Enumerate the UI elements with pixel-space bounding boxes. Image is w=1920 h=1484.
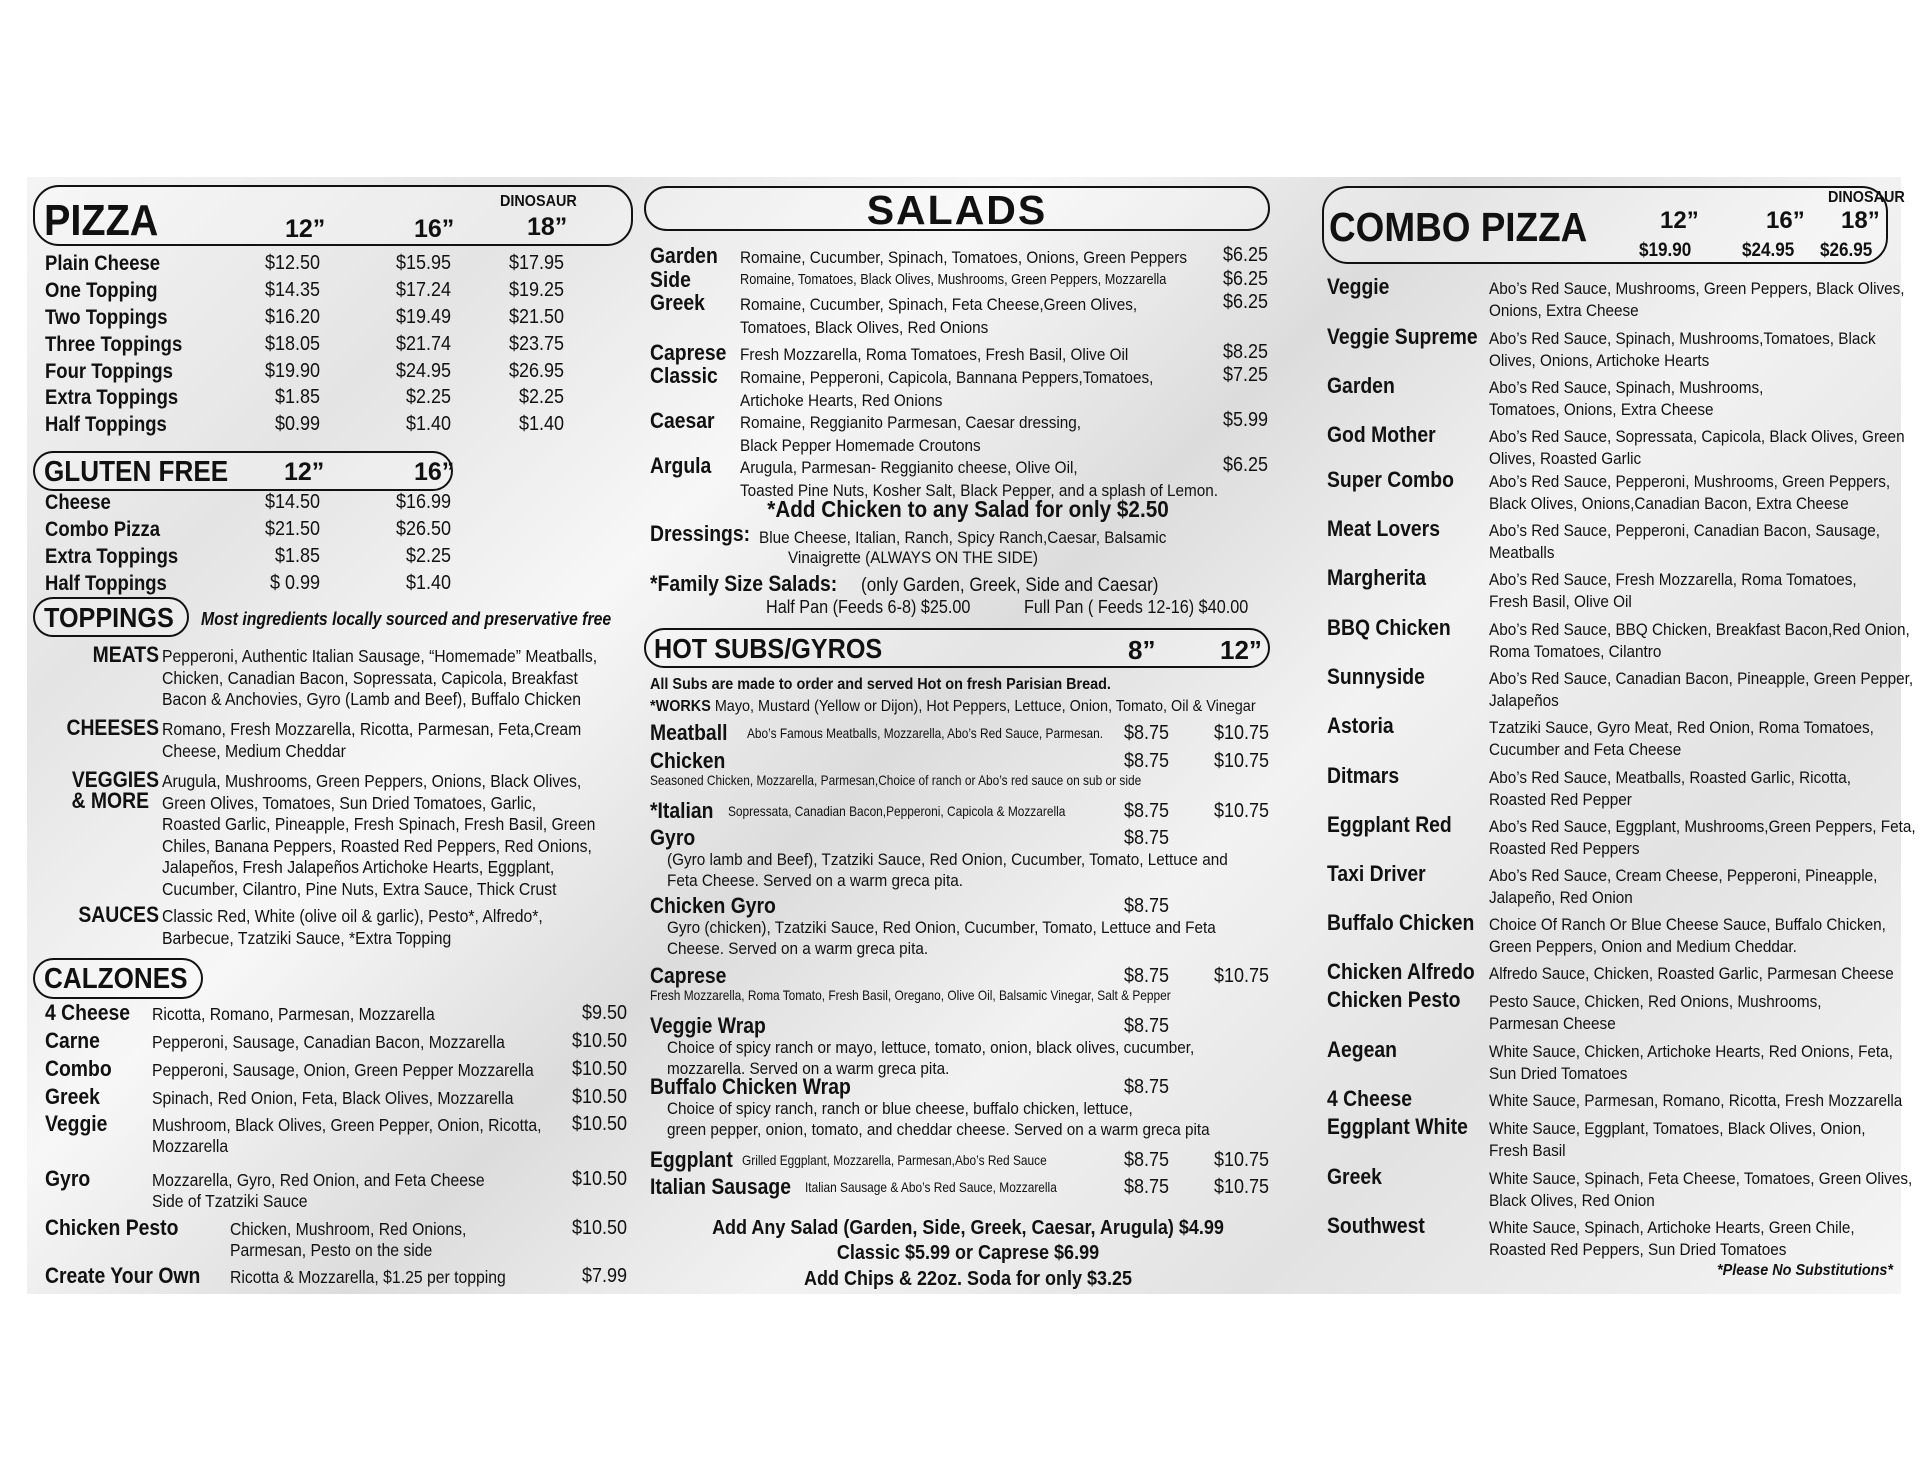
sub-price-8: $8.75 xyxy=(1123,722,1169,744)
family-size-note: (only Garden, Greek, Side and Caesar) xyxy=(861,575,1159,596)
sub-price-8: $8.75 xyxy=(1123,965,1169,987)
calzone-price: $10.50 xyxy=(571,1113,627,1135)
calzone-name: Gyro xyxy=(45,1166,91,1191)
combo-name: Taxi Driver xyxy=(1327,861,1426,886)
combo-desc: Black Olives, Onions,Canadian Bacon, Extra Cheese xyxy=(1489,494,1849,513)
combo-desc: Abo’s Red Sauce, Mushrooms, Green Peppers, Black Olives, xyxy=(1489,279,1905,298)
salad-desc: Artichoke Hearts, Red Onions xyxy=(740,391,943,410)
sub-price-8: $8.75 xyxy=(1123,1176,1169,1198)
toppings-group-line: Pepperoni, Authentic Italian Sausage, “Homemade” Meatballs, xyxy=(162,646,598,666)
calzone-name: Carne xyxy=(45,1028,100,1053)
salad-desc: Arugula, Parmesan- Reggianito cheese, Olive Oil, xyxy=(740,458,1078,477)
pizza-row-price-16: $2.25 xyxy=(405,386,451,408)
pizza-row-name: Plain Cheese xyxy=(45,252,161,275)
combo-dinosaur-label: DINOSAUR xyxy=(1828,189,1905,206)
sub-desc: mozzarella. Served on a warm greca pita. xyxy=(667,1059,950,1078)
gluten-free-row-price-12: $14.50 xyxy=(264,491,320,513)
combo-name: Ditmars xyxy=(1327,763,1400,788)
combo-name: Sunnyside xyxy=(1327,664,1425,689)
sub-desc: green pepper, onion, tomato, and cheddar cheese. Served on a warm greca pita xyxy=(667,1120,1210,1139)
toppings-group-line: Jalapeños, Fresh Jalapeños Artichoke Hearts, Eggplant, xyxy=(162,857,555,877)
salad-name: Argula xyxy=(650,453,712,478)
subs-footer-line-3: Add Chips & 22oz. Soda for only $3.25 xyxy=(803,1268,1133,1290)
pizza-row-price-18: $1.40 xyxy=(518,413,564,435)
combo-name: Veggie Supreme xyxy=(1327,324,1478,349)
toppings-group-line: Chicken, Canadian Bacon, Sopressata, Capicola, Breakfast xyxy=(162,667,578,688)
combo-desc: Black Olives, Red Onion xyxy=(1489,1191,1655,1210)
combo-desc: Jalapeño, Red Onion xyxy=(1489,888,1633,907)
right-column xyxy=(1298,177,1916,1294)
calzone-name: Chicken Pesto xyxy=(45,1215,179,1240)
sub-desc: Gyro (chicken), Tzatziki Sauce, Red Onion, Cucumber, Tomato, Lettuce and Feta xyxy=(667,918,1216,937)
gluten-free-row-price-16: $2.25 xyxy=(405,545,451,567)
combo-title: COMBO PIZZA xyxy=(1329,204,1588,250)
subs-footer-line-1: Add Any Salad (Garden, Side, Greek, Caesar, Arugula) $4.99 xyxy=(712,1217,1224,1239)
combo-desc: Olives, Onions, Artichoke Hearts xyxy=(1489,351,1710,370)
toppings-group-label: CHEESES xyxy=(66,715,159,740)
salad-desc: Tomatoes, Black Olives, Red Onions xyxy=(740,318,989,337)
combo-desc: Abo’s Red Sauce, Spinach, Mushrooms,Tomatoes, Black xyxy=(1489,329,1876,348)
combo-name: Buffalo Chicken xyxy=(1327,910,1475,935)
combo-desc: Cucumber and Feta Cheese xyxy=(1489,740,1682,759)
sub-price-8: $8.75 xyxy=(1123,1076,1169,1098)
sub-desc: (Gyro lamb and Beef), Tzatziki Sauce, Red Onion, Cucumber, Tomato, Lettuce and xyxy=(667,850,1228,869)
combo-desc: Tomatoes, Onions, Extra Cheese xyxy=(1489,400,1714,419)
salad-chicken-note: *Add Chicken to any Salad for only $2.50 xyxy=(767,496,1169,522)
combo-desc: Roasted Red Peppers, Sun Dried Tomatoes xyxy=(1489,1240,1787,1259)
sub-price-12: $10.75 xyxy=(1213,800,1269,822)
salads-title: SALADS xyxy=(866,187,1048,233)
calzone-desc: Pepperoni, Sausage, Canadian Bacon, Mozzarella xyxy=(152,1032,505,1052)
combo-desc: Onions, Extra Cheese xyxy=(1489,301,1639,320)
toppings-group-line: Cheese, Medium Cheddar xyxy=(162,740,346,761)
salad-price: $8.25 xyxy=(1222,341,1268,363)
combo-desc: Olives, Roasted Garlic xyxy=(1489,449,1642,468)
combo-size-18: 18” xyxy=(1841,207,1880,234)
sub-desc: Cheese. Served on a warm greca pita. xyxy=(667,939,929,958)
pizza-row-price-12: $0.99 xyxy=(274,413,320,435)
pizza-size-12: 12” xyxy=(285,215,326,243)
sub-name: Chicken xyxy=(650,748,726,773)
sub-price-8: $8.75 xyxy=(1123,895,1169,917)
sub-name: Eggplant xyxy=(650,1147,733,1172)
sub-name: Meatball xyxy=(650,720,728,745)
combo-desc: Fresh Basil, Olive Oil xyxy=(1489,592,1632,611)
salad-desc: Romaine, Tomatoes, Black Olives, Mushrooms, Green Peppers, Mozzarella xyxy=(740,271,1167,288)
subs-works-text: Mayo, Mustard (Yellow or Dijon), Hot Peppers, Lettuce, Onion, Tomato, Oil & Vinegar xyxy=(714,698,1256,715)
combo-name: Garden xyxy=(1327,373,1395,398)
sub-price-8: $8.75 xyxy=(1123,800,1169,822)
calzone-price: $10.50 xyxy=(571,1086,627,1108)
sub-desc: Choice of spicy ranch or mayo, lettuce, tomato, onion, black olives, cucumber, xyxy=(667,1038,1195,1057)
pizza-row-price-18: $2.25 xyxy=(518,386,564,408)
sub-price-8: $8.75 xyxy=(1123,750,1169,772)
sub-price-12: $10.75 xyxy=(1213,722,1269,744)
pizza-row-name: Extra Toppings xyxy=(45,386,179,409)
calzone-desc: Spinach, Red Onion, Feta, Black Olives, Mozzarella xyxy=(152,1088,514,1108)
combo-footnote: *Please No Substitutions* xyxy=(1717,1262,1894,1279)
gluten-free-row-price-12: $1.85 xyxy=(274,545,320,567)
pizza-row-name: Two Toppings xyxy=(45,306,168,329)
calzone-desc: Pepperoni, Sausage, Onion, Green Pepper Mozzarella xyxy=(152,1060,534,1080)
toppings-group-line: Roasted Garlic, Pineapple, Fresh Spinach, Fresh Basil, Green xyxy=(162,814,596,834)
combo-name: Margherita xyxy=(1327,565,1426,590)
combo-desc: Meatballs xyxy=(1489,543,1555,562)
pizza-row-name: Half Toppings xyxy=(45,413,167,436)
combo-name: Southwest xyxy=(1327,1213,1425,1238)
salad-desc: Black Pepper Homemade Croutons xyxy=(740,436,981,455)
calzone-price: $10.50 xyxy=(571,1168,627,1190)
combo-desc: Abo’s Red Sauce, Spinach, Mushrooms, xyxy=(1489,378,1764,397)
subs-title: HOT SUBS/GYROS xyxy=(654,633,883,664)
combo-price-12: $19.90 xyxy=(1639,240,1692,261)
pizza-row-price-18: $17.95 xyxy=(508,252,564,274)
combo-name: Veggie xyxy=(1327,274,1390,299)
sub-name: Buffalo Chicken Wrap xyxy=(650,1074,851,1099)
sub-price-8: $8.75 xyxy=(1123,1015,1169,1037)
salad-price: $6.25 xyxy=(1222,268,1268,290)
sub-price-8: $8.75 xyxy=(1123,1149,1169,1171)
dressings-label: Dressings: xyxy=(650,521,751,546)
gluten-free-size-12: 12” xyxy=(284,458,325,486)
pizza-row-price-12: $12.50 xyxy=(264,252,320,274)
combo-name: 4 Cheese xyxy=(1327,1086,1413,1111)
pizza-row-price-18: $19.25 xyxy=(508,279,564,301)
sub-name: Caprese xyxy=(650,963,727,988)
gluten-free-row-price-16: $26.50 xyxy=(395,518,451,540)
subs-footer-line-2: Classic $5.99 or Caprese $6.99 xyxy=(836,1242,1100,1264)
sub-desc: Fresh Mozzarella, Roma Tomato, Fresh Basil, Oregano, Olive Oil, Balsamic Vinegar, Salt & Pepper xyxy=(650,987,1171,1003)
gluten-free-row-price-12: $21.50 xyxy=(264,518,320,540)
calzone-name: Combo xyxy=(45,1056,112,1081)
salad-desc: Romaine, Cucumber, Spinach, Feta Cheese,Green Olives, xyxy=(740,295,1138,314)
sub-name: Veggie Wrap xyxy=(650,1013,766,1038)
combo-desc: White Sauce, Eggplant, Tomatoes, Black Olives, Onion, xyxy=(1489,1119,1866,1138)
salad-price: $6.25 xyxy=(1222,454,1268,476)
combo-desc: Abo’s Red Sauce, BBQ Chicken, Breakfast Bacon,Red Onion, xyxy=(1489,620,1910,639)
gluten-free-row-name: Combo Pizza xyxy=(45,518,161,541)
pizza-row-price-18: $21.50 xyxy=(508,306,564,328)
family-half-pan: Half Pan (Feeds 6-8) $25.00 xyxy=(766,597,971,617)
combo-desc: Parmesan Cheese xyxy=(1489,1014,1616,1033)
gluten-free-row-price-16: $1.40 xyxy=(405,572,451,594)
family-size-label: *Family Size Salads: xyxy=(650,571,838,596)
gluten-free-row-name: Half Toppings xyxy=(45,572,167,595)
combo-desc: Alfredo Sauce, Chicken, Roasted Garlic, Parmesan Cheese xyxy=(1489,964,1894,983)
toppings-group-line: Cucumber, Cilantro, Pine Nuts, Extra Sauce, Thick Crust xyxy=(162,878,557,899)
combo-desc: Choice Of Ranch Or Blue Cheese Sauce, Buffalo Chicken, xyxy=(1489,915,1886,934)
combo-name: God Mother xyxy=(1327,422,1436,447)
salad-name: Garden xyxy=(650,243,718,268)
family-full-pan: Full Pan ( Feeds 12-16) $40.00 xyxy=(1024,597,1249,617)
gluten-free-title: GLUTEN FREE xyxy=(44,456,229,488)
combo-desc: Abo’s Red Sauce, Eggplant, Mushrooms,Green Peppers, Feta, xyxy=(1489,817,1916,836)
salad-name: Classic xyxy=(650,363,718,388)
toppings-group-line: Classic Red, White (olive oil & garlic), Pesto*, Alfredo*, xyxy=(162,906,543,926)
toppings-group-line: Bacon & Anchovies, Gyro (Lamb and Beef), Buffalo Chicken xyxy=(162,689,582,709)
pizza-title: PIZZA xyxy=(44,196,159,245)
pizza-row-price-16: $1.40 xyxy=(405,413,451,435)
combo-desc: White Sauce, Spinach, Feta Cheese, Tomatoes, Green Olives, xyxy=(1489,1169,1913,1188)
calzone-name: Veggie xyxy=(45,1111,108,1136)
sub-name: *Italian xyxy=(650,798,714,823)
pizza-dinosaur-label: DINOSAUR xyxy=(500,193,577,210)
salad-name: Caesar xyxy=(650,408,715,433)
calzone-name: Create Your Own xyxy=(45,1263,201,1288)
toppings-group-label-2: & MORE xyxy=(71,788,149,813)
salad-desc: Romaine, Pepperoni, Capicola, Bannana Peppers,Tomatoes, xyxy=(740,368,1154,387)
sub-desc: Feta Cheese. Served on a warm greca pita. xyxy=(667,871,963,890)
toppings-group-label: SAUCES xyxy=(78,902,159,927)
combo-desc: Abo’s Red Sauce, Canadian Bacon, Pineapple, Green Pepper, xyxy=(1489,669,1914,688)
sub-desc: Seasoned Chicken, Mozzarella, Parmesan,Choice of ranch or Abo’s red sauce on sub or side xyxy=(650,772,1142,788)
salad-price: $6.25 xyxy=(1222,291,1268,313)
combo-desc: Green Peppers, Onion and Medium Cheddar. xyxy=(1489,937,1797,956)
toppings-tagline: Most ingredients locally sourced and preservative free xyxy=(201,609,612,629)
salad-price: $5.99 xyxy=(1222,409,1268,431)
calzone-desc: Mushroom, Black Olives, Green Pepper, Onion, Ricotta, xyxy=(152,1115,542,1135)
toppings-group-label: VEGGIES xyxy=(71,767,159,792)
combo-desc: Abo’s Red Sauce, Meatballs, Roasted Garlic, Ricotta, xyxy=(1489,768,1851,787)
sub-price-12: $10.75 xyxy=(1213,1176,1269,1198)
combo-name: Astoria xyxy=(1327,713,1394,738)
combo-name: Aegean xyxy=(1327,1037,1397,1062)
toppings-group-line: Chiles, Banana Peppers, Roasted Red Peppers, Red Onions, xyxy=(162,835,592,856)
toppings-title: TOPPINGS xyxy=(44,602,174,633)
sub-desc-inline: Abo’s Famous Meatballs, Mozzarella, Abo’s Red Sauce, Parmesan. xyxy=(747,725,1104,741)
combo-desc: Roma Tomatoes, Cilantro xyxy=(1489,642,1662,661)
sub-desc-inline: Sopressata, Canadian Bacon,Pepperoni, Capicola & Mozzarella xyxy=(728,803,1066,819)
sub-price-12: $10.75 xyxy=(1213,965,1269,987)
salad-price: $7.25 xyxy=(1222,364,1268,386)
salad-price: $6.25 xyxy=(1222,244,1268,266)
calzone-desc: Ricotta, Romano, Parmesan, Mozzarella xyxy=(152,1004,435,1024)
calzone-price: $10.50 xyxy=(571,1030,627,1052)
pizza-row-price-18: $23.75 xyxy=(508,333,564,355)
salad-desc: Romaine, Reggianito Parmesan, Caesar dressing, xyxy=(740,413,1082,432)
combo-desc: Pesto Sauce, Chicken, Red Onions, Mushrooms, xyxy=(1489,992,1822,1011)
sub-desc-inline: Italian Sausage & Abo’s Red Sauce, Mozzarella xyxy=(805,1179,1057,1195)
calzone-price: $10.50 xyxy=(571,1058,627,1080)
combo-desc: Abo’s Red Sauce, Cream Cheese, Pepperoni, Pineapple, xyxy=(1489,866,1878,885)
left-column xyxy=(27,177,637,1294)
combo-name: Eggplant White xyxy=(1327,1114,1468,1139)
combo-price-16: $24.95 xyxy=(1742,240,1795,261)
pizza-row-price-12: $1.85 xyxy=(274,386,320,408)
sub-price-8: $8.75 xyxy=(1123,827,1169,849)
pizza-row-price-12: $14.35 xyxy=(264,279,320,301)
combo-desc: Abo’s Red Sauce, Pepperoni, Mushrooms, Green Peppers, xyxy=(1489,472,1891,491)
combo-desc: White Sauce, Chicken, Artichoke Hearts, Red Onions, Feta, xyxy=(1489,1042,1893,1061)
calzone-price: $7.99 xyxy=(581,1265,627,1287)
combo-desc: Fresh Basil xyxy=(1489,1141,1566,1160)
pizza-row-price-16: $24.95 xyxy=(395,360,451,382)
pizza-row-price-16: $19.49 xyxy=(395,306,451,328)
combo-desc: Roasted Red Pepper xyxy=(1489,790,1632,809)
menu-board xyxy=(27,177,1916,1294)
combo-desc: Roasted Red Peppers xyxy=(1489,839,1640,858)
sub-desc-inline: Grilled Eggplant, Mozzarella, Parmesan,Abo’s Red Sauce xyxy=(742,1152,1047,1168)
sub-desc: Choice of spicy ranch, ranch or blue cheese, buffalo chicken, lettuce, xyxy=(667,1099,1133,1118)
pizza-row-name: Four Toppings xyxy=(45,360,173,383)
combo-size-16: 16” xyxy=(1766,207,1805,234)
combo-name: Eggplant Red xyxy=(1327,812,1452,837)
sub-name: Chicken Gyro xyxy=(650,893,776,918)
pizza-size-18: 18” xyxy=(527,213,568,241)
combo-name: Chicken Pesto xyxy=(1327,987,1461,1012)
salad-desc: Toasted Pine Nuts, Kosher Salt, Black Pepper, and a splash of Lemon. xyxy=(740,481,1218,500)
gluten-free-size-16: 16” xyxy=(414,458,455,486)
calzone-desc: Ricotta & Mozzarella, $1.25 per topping xyxy=(230,1267,506,1287)
calzone-price: $10.50 xyxy=(571,1217,627,1239)
calzones-title: CALZONES xyxy=(44,963,188,995)
pizza-row-price-16: $21.74 xyxy=(395,333,451,355)
salad-name: Caprese xyxy=(650,340,727,365)
calzone-desc: Chicken, Mushroom, Red Onions, xyxy=(230,1219,467,1239)
combo-name: Greek xyxy=(1327,1164,1382,1189)
subs-works xyxy=(650,696,1256,717)
pizza-row-price-16: $17.24 xyxy=(395,279,451,301)
combo-desc: Sun Dried Tomatoes xyxy=(1489,1064,1628,1083)
subs-intro: All Subs are made to order and served Hot on fresh Parisian Bread. xyxy=(650,676,1111,693)
sub-price-12: $10.75 xyxy=(1213,750,1269,772)
combo-size-12: 12” xyxy=(1660,207,1699,234)
combo-desc: Abo’s Red Sauce, Pepperoni, Canadian Bacon, Sausage, xyxy=(1489,521,1881,540)
subs-size-8: 8” xyxy=(1128,635,1156,665)
combo-name: Chicken Alfredo xyxy=(1327,959,1475,984)
combo-name: Super Combo xyxy=(1327,467,1454,492)
pizza-row-price-12: $18.05 xyxy=(264,333,320,355)
gluten-free-row-name: Cheese xyxy=(45,491,111,514)
dressings-line-1: Blue Cheese, Italian, Ranch, Spicy Ranch,Caesar, Balsamic xyxy=(759,528,1167,547)
calzone-name: 4 Cheese xyxy=(45,1000,131,1025)
pizza-row-price-12: $19.90 xyxy=(264,360,320,382)
salad-desc: Fresh Mozzarella, Roma Tomatoes, Fresh Basil, Olive Oil xyxy=(740,345,1129,364)
combo-desc: Tzatziki Sauce, Gyro Meat, Red Onion, Roma Tomatoes, xyxy=(1489,718,1874,737)
salad-name: Side xyxy=(650,267,691,292)
pizza-row-name: Three Toppings xyxy=(45,333,183,356)
calzone-name: Greek xyxy=(45,1084,100,1109)
combo-name: Meat Lovers xyxy=(1327,516,1440,541)
combo-price-18: $26.95 xyxy=(1820,240,1873,261)
middle-column xyxy=(638,177,1298,1294)
sub-price-12: $10.75 xyxy=(1213,1149,1269,1171)
pizza-row-price-18: $26.95 xyxy=(508,360,564,382)
toppings-group-label: MEATS xyxy=(92,642,159,667)
calzone-desc: Mozzarella xyxy=(152,1136,229,1156)
pizza-row-price-12: $16.20 xyxy=(264,306,320,328)
gluten-free-row-price-12: $ 0.99 xyxy=(269,572,320,594)
subs-works-label: *WORKS xyxy=(650,698,711,715)
dressings-line-2: Vinaigrette (ALWAYS ON THE SIDE) xyxy=(788,548,1038,567)
combo-desc: Abo’s Red Sauce, Sopressata, Capicola, Black Olives, Green xyxy=(1489,427,1905,446)
sub-name: Gyro xyxy=(650,825,696,850)
combo-desc: Abo’s Red Sauce, Fresh Mozzarella, Roma Tomatoes, xyxy=(1489,570,1857,589)
toppings-group-line: Arugula, Mushrooms, Green Peppers, Onions, Black Olives, xyxy=(162,771,582,791)
calzone-desc: Mozzarella, Gyro, Red Onion, and Feta Cheese xyxy=(152,1170,485,1190)
salad-name: Greek xyxy=(650,290,705,315)
pizza-size-16: 16” xyxy=(414,215,455,243)
combo-desc: White Sauce, Parmesan, Romano, Ricotta, Fresh Mozzarella xyxy=(1489,1091,1903,1110)
toppings-group-line: Green Olives, Tomatoes, Sun Dried Tomatoes, Garlic, xyxy=(162,792,537,813)
gluten-free-row-name: Extra Toppings xyxy=(45,545,179,568)
salad-desc: Romaine, Cucumber, Spinach, Tomatoes, Onions, Green Peppers xyxy=(740,248,1188,267)
subs-size-12: 12” xyxy=(1220,635,1262,665)
calzone-desc: Parmesan, Pesto on the side xyxy=(230,1240,433,1260)
pizza-row-price-16: $15.95 xyxy=(395,252,451,274)
combo-desc: White Sauce, Spinach, Artichoke Hearts, Green Chile, xyxy=(1489,1218,1855,1237)
toppings-group-line: Romano, Fresh Mozzarella, Ricotta, Parmesan, Feta,Cream xyxy=(162,719,582,739)
sub-name: Italian Sausage xyxy=(650,1174,791,1199)
calzone-desc: Side of Tzatziki Sauce xyxy=(152,1191,308,1211)
combo-desc: Jalapeños xyxy=(1489,691,1559,710)
combo-name: BBQ Chicken xyxy=(1327,615,1451,640)
calzone-price: $9.50 xyxy=(581,1002,627,1024)
toppings-group-line: Barbecue, Tzatziki Sauce, *Extra Topping xyxy=(162,927,452,948)
gluten-free-row-price-16: $16.99 xyxy=(395,491,451,513)
pizza-row-name: One Topping xyxy=(45,279,158,302)
